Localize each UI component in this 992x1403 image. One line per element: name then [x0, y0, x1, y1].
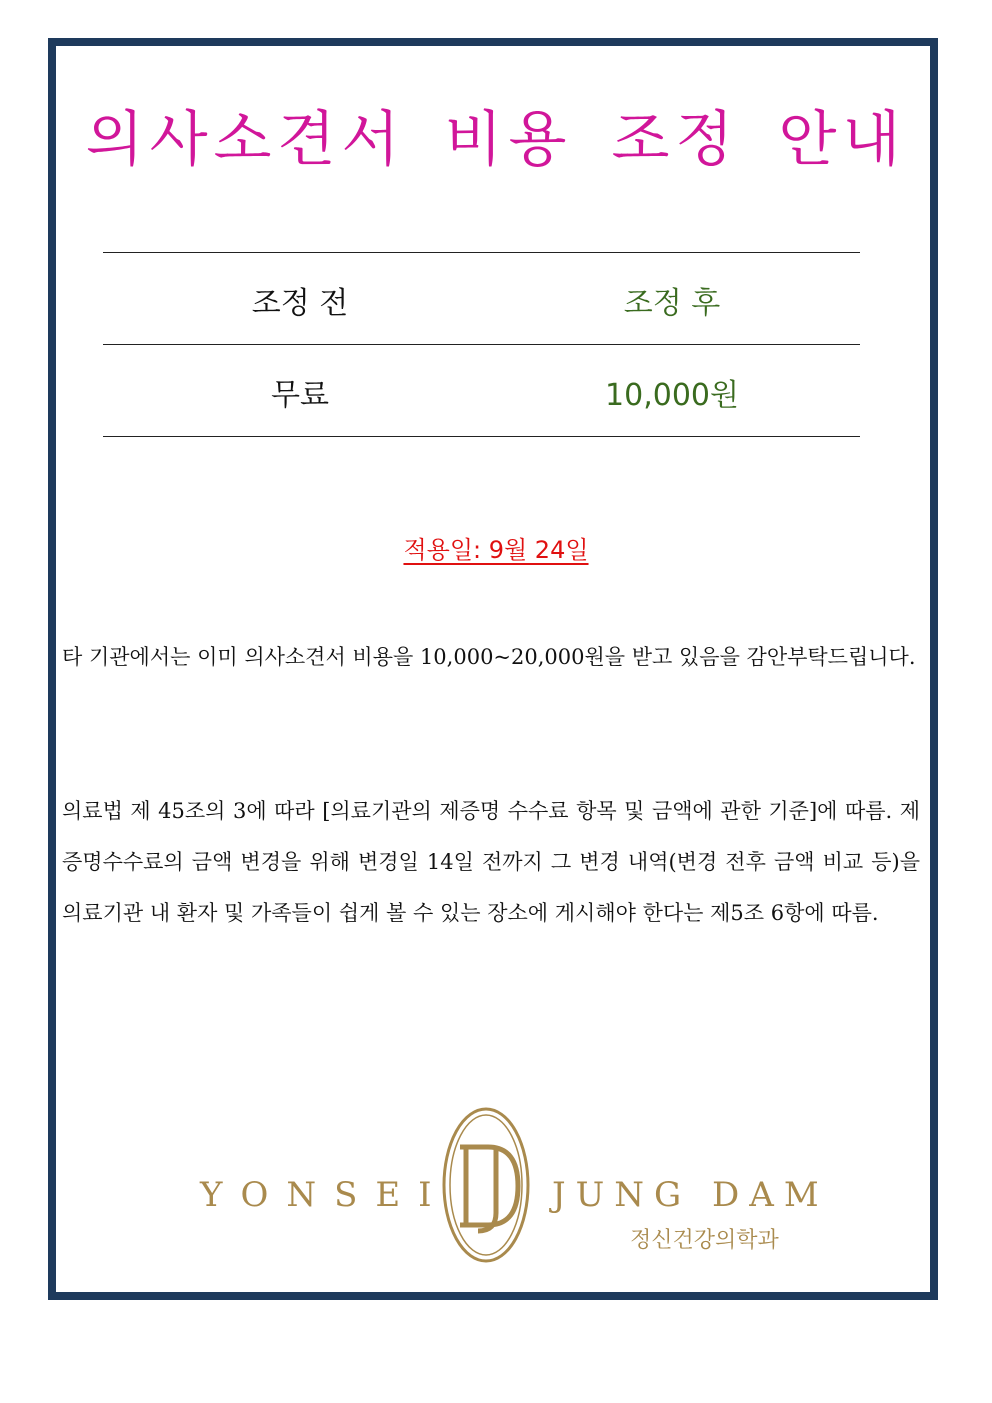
notice-paragraph-2: 의료법 제 45조의 3에 따라 [의료기관의 제증명 수수료 항목 및 금액에 관한 기준]에 따름. 제증명수수료의 금액 변경을 위해 변경일 14일 전까지 그 변경 내역(변경 전후 금액 비교 등)을 의료기관 내 환자 및 가족들이 쉽게 볼 수 있는 장소에 게시해야 한다는 제5조 6항에 따름.	[62, 799, 920, 925]
clinic-logo	[200, 1105, 829, 1265]
page-title: 의사소견서 비용 조정 안내	[85, 105, 907, 175]
effective-date: 적용일: 9월 24일	[403, 536, 589, 564]
notice-paragraph-1: 타 기관에서는 이미 의사소견서 비용을 10,000~20,000원을 받고 있음을 감안부탁드립니다.	[62, 645, 916, 669]
logo-right-text: JUNG DAM	[552, 1175, 829, 1215]
header-after: 조정 후	[623, 286, 721, 321]
logo-subtitle: 정신건강의학과	[630, 1228, 779, 1253]
header-before: 조정 전	[251, 286, 349, 321]
table-bottom-rule	[103, 436, 860, 437]
table-top-rule	[103, 252, 860, 253]
value-after: 10,000원	[605, 378, 739, 413]
value-before: 무료	[271, 378, 329, 413]
effective-date-line	[0, 530, 992, 565]
table-middle-rule	[103, 344, 860, 345]
jd-monogram-icon	[438, 1105, 534, 1265]
logo-left-text: YONSEI	[200, 1175, 450, 1215]
